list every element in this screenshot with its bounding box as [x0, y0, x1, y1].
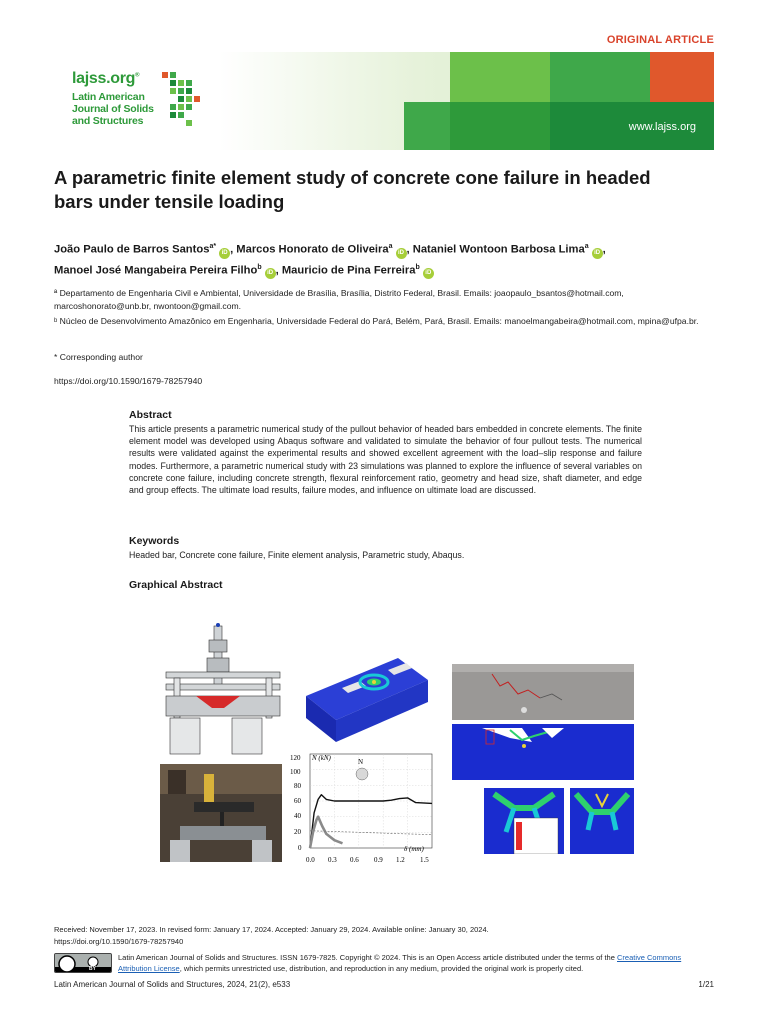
journal-url[interactable]: www.lajss.org	[628, 121, 696, 133]
author-name: João Paulo de Barros Santos	[54, 243, 210, 256]
orcid-icon[interactable]: iD	[265, 268, 276, 279]
y-tick-label: 80	[294, 782, 301, 790]
fe-crack-pattern	[452, 724, 634, 780]
logo-line-1: Latin American	[72, 91, 145, 103]
x-tick-label: 0.3	[328, 856, 337, 864]
logo-name: lajss.org®	[72, 70, 140, 87]
journal-banner	[54, 52, 714, 150]
y-axis-label: N (kN)	[312, 754, 331, 762]
received-dates: Received: November 17, 2023. In revised form: January 17, 2024. Accepted: January 29, 2024. Available online: January 30, 2024.	[54, 925, 489, 934]
y-tick-label: 40	[294, 812, 301, 820]
keywords-section	[129, 535, 642, 560]
cc-by-label: BY	[89, 966, 96, 972]
specimen-inset-icon	[356, 768, 368, 780]
article-title: A parametric finite element study of concrete cone failure in headed bars under tensile loading	[54, 167, 651, 212]
x-tick-label: 0.9	[374, 856, 383, 864]
affiliation-b: ᵇ Núcleo de Desenvolvimento Amazônico em Engenharia, Universidade Federal do Pará, Belém, Pará, Brasil. Emails: manoelmangabeira@hotmail.com, mpina@ufpa.br.	[54, 316, 699, 326]
cracked-specimen-photo	[452, 664, 634, 720]
corresponding-author-note: * Corresponding author	[54, 352, 143, 362]
orcid-icon[interactable]: iD	[423, 268, 434, 279]
cc-by-icon	[55, 954, 112, 973]
article-doi[interactable]: https://doi.org/10.1590/1679-78257940	[54, 376, 203, 386]
fe-model-3d-view	[302, 648, 432, 748]
keywords-text: Headed bar, Concrete cone failure, Finite element analysis, Parametric study, Abaqus.	[129, 550, 465, 560]
cc-license-badge[interactable]	[54, 953, 112, 973]
fe-damage-contour-a	[484, 788, 564, 854]
journal-logo[interactable]	[72, 62, 212, 146]
abstract-section	[129, 409, 642, 496]
keywords-heading: Keywords	[129, 535, 180, 547]
graphical-abstract-heading: Graphical Abstract	[129, 579, 223, 591]
fe-damage-contour-b	[570, 788, 634, 854]
article-type-label: ORIGINAL ARTICLE	[606, 34, 714, 46]
x-tick-label: 1.5	[420, 856, 429, 864]
logo-mosaic-icon	[152, 70, 202, 128]
legend-label: N	[358, 758, 364, 766]
logo-line-2: Journal of Solids	[72, 103, 154, 115]
abstract-heading: Abstract	[129, 409, 172, 421]
affiliation-a: ª Departamento de Engenharia Civil e Ambiental, Universidade de Brasília, Brasília, Distrito Federal, Brasil. Emails: joaopaulo_bsantos@hotmail.com, marcoshonorato@unb.br, nwontoon@gmail.com.	[54, 288, 624, 311]
x-tick-label: 1.2	[396, 856, 405, 864]
y-tick-label: 100	[290, 768, 301, 776]
y-tick-label: 20	[294, 828, 301, 836]
orcid-icon[interactable]: iD	[219, 248, 230, 259]
y-tick-label: 60	[294, 797, 301, 805]
journal-citation: Latin American Journal of Solids and Structures, 2024, 21(2), e533	[54, 980, 291, 989]
abstract-text: This article presents a parametric numerical study of the pullout behavior of headed bars embedded in concrete elements. The finite element model was developed using Abaqus software and validated to simulate the behavior of four pullout tests. The numerical results were validated against the experimental results and showed excellent agreement with the load–slip response and failure modes. Furthermore, a parametric numerical study with 23 simulations was planned to explore the influence of several variables on concrete cone failure, including concrete strength, flexural reinforcement ratio, geometry and head size, shaft diameter, and edge and group effects. The ultimate load results, failure modes, and influence on ultimate load are discussed.	[129, 424, 642, 496]
y-tick-label: 120	[290, 754, 301, 762]
y-tick-label: 0	[298, 844, 302, 852]
graphical-abstract-section	[129, 579, 642, 591]
author-name: Nataniel Wontoon Barbosa Lima	[412, 243, 585, 256]
logo-line-3: and Structures	[72, 115, 144, 127]
footer-doi[interactable]: https://doi.org/10.1590/1679-78257940	[54, 937, 184, 946]
load-slip-chart	[286, 748, 438, 866]
x-axis-label: δ (mm)	[404, 845, 424, 853]
author-name: Mauricio de Pina Ferreira	[281, 264, 416, 277]
license-statement: Latin American Journal of Solids and Structures. ISSN 1679-7825. Copyright © 2024. This is an Open Access article distributed under the terms of the Creative Commons Attribution License, which permits unrestricted use, distribution, and reproduction in any medium, provided the original work is properly cited.	[118, 953, 682, 973]
orcid-icon[interactable]: iD	[396, 248, 407, 259]
author-name: Manoel José Mangabeira Pereira Filho	[54, 264, 258, 277]
orcid-icon[interactable]: iD	[592, 248, 603, 259]
x-tick-label: 0.0	[306, 856, 315, 864]
x-tick-label: 0.6	[350, 856, 359, 864]
author-list: João Paulo de Barros Santos$^{a*}$iD , Marcos Honorato de Oliveira$^a$iD , Nataniel Wontoon Barbosa Lima$^a$iD , Manoel José Mangabeira Pereira Filho$^b$iD , Mauricio de Pina Ferreira$^b$iD	[54, 238, 714, 279]
lab-test-photo	[160, 764, 282, 862]
author-name: Marcos Honorato de Oliveira	[236, 243, 389, 256]
test-setup-diagram	[160, 622, 290, 758]
cc-license-link[interactable]: Creative Commons Attribution License	[118, 953, 682, 973]
page-number: 1/21	[698, 980, 714, 989]
